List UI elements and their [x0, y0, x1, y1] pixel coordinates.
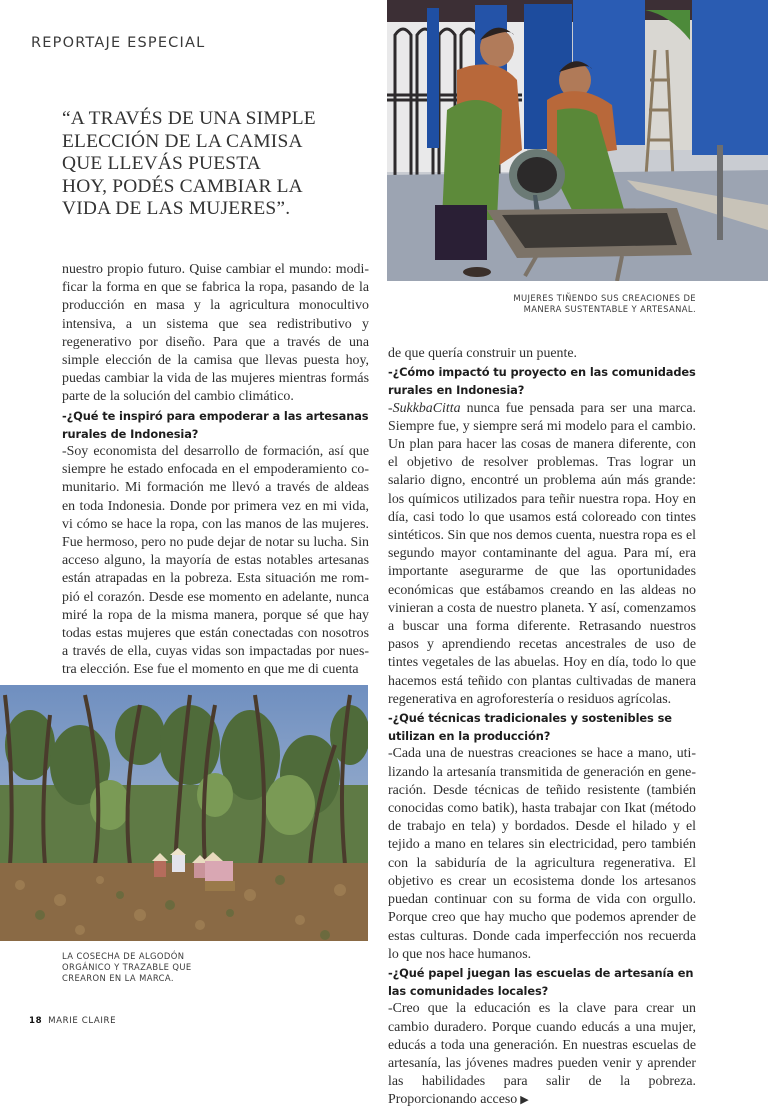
caption-line: CREARON EN LA MARCA.	[62, 973, 174, 983]
page-number: 18	[29, 1016, 43, 1026]
caption-line: LA COSECHA DE ALGODÓN	[62, 951, 185, 961]
article-column-right	[388, 345, 696, 1110]
pull-quote-line: ELECCIÓN DE LA CAMISA	[62, 130, 303, 152]
harvest-illustration	[0, 685, 368, 941]
section-label: REPORTAJE ESPECIAL	[31, 35, 206, 51]
answer-text: -Creo que la educación es la clave para crear un cambio duradero. Porque cuando educás a una mujer, educás a toda una generación. En nuestras escuelas de artesanía, las jóvenes madres pueden venir y aprender las habilidades para salir de la pobreza. Proporcionando acceso	[388, 1001, 696, 1108]
caption-harvest-photo	[62, 951, 192, 984]
dyeing-illustration	[387, 0, 768, 281]
interview-question: -¿Qué te inspiró para empoderar a las artesanas rurales de Indonesia?	[62, 408, 369, 441]
photo-cotton-harvest	[0, 685, 368, 941]
paragraph: nuestro propio futuro. Quise cambiar el mundo: modificar la forma en que se fabrica la ropa, pasando de la producción en masa y la agricultura monocultivo intensiva, a un sistema que sea redistributivo y regenerativo por diseño. Para que a través de una simple elección de la camisa que llevas puesta hoy, puedas cambiar la vida de las mujeres mientras formás parte de la solución del cambio climático.	[62, 262, 369, 405]
interview-question: -¿Qué papel juegan las escuelas de artesanía en las comunidades locales?	[388, 965, 694, 999]
pull-quote-line: VIDA DE LAS MUJERES”.	[62, 198, 291, 219]
caption-line: MUJERES TIÑENDO SUS CREACIONES DE	[513, 293, 696, 303]
page-folio	[29, 1016, 116, 1026]
indigo-cloth	[427, 8, 439, 148]
dash: -	[388, 400, 393, 416]
answer-text: nunca fue pensada para ser una marca. Siempre fue, y siempre será mi modelo para el cambio. Un plan para hacer las cosas de manera diferente, con el objetivo de resolver problemas. Tras lograr un salario digno, encontré un problema aún más grande: los químicos utilizados para teñir nuestra ropa. Hoy en día, casi todo lo que usamos está coloreado con tintes sintéticos. Sin que nos demos cuenta, nuestra ropa es el segundo mayor contaminante del agua. Para mí, era importante asegurarme de que las oportunidades económicas que estábamos creando en las aldeas no vinieran a costa de nuestro planeta. Y así, comenzamos a buscar una forma diferente. Retrasando nuestros pasos y aprendiendo recetas ancestrales de uso de tintes vegetales de las abuelas. Hoy en día, todo lo que hacemos está teñido con plantas cultivadas de manera regenerativa en agroforestería o residuos agrícolas.	[388, 400, 696, 707]
pull-quote-line: QUE LLEVÁS PUESTA	[62, 153, 261, 174]
paragraph: de que quería construir un puente.	[388, 346, 578, 361]
interview-question: -¿Cómo impactó tu proyecto en las comunidades rurales en Indonesia?	[388, 365, 696, 398]
interview-answer: -Soy economista del desarrollo de formación, así que siempre he estado enfocada en el empoderamiento comunitario. Mi formación me llevó a través de aldeas en toda Indonesia. Donde por primera vez en mi vida, vi cómo se hace la ropa, con las manos de las mujeres. Fue hermoso, pero no pude dejar de notar su lucha. Sin acceso alguno, la mayoría de estas notables artesanas están atrapadas en la pobreza. Esta situación me rompió el corazón. Desde ese momento en adelante, nunca miré la ropa de la misma manera, porque sé que hay todas estas mujeres que están conectadas con nosotros a través de ella, cuyas vidas son impactadas por nuestra elección. Ese fue el momento en que me di cuenta	[62, 444, 369, 678]
indigo-cloth	[692, 0, 768, 155]
article-column-left	[62, 261, 369, 680]
caption-dyeing-photo	[513, 293, 696, 315]
caption-line: MANERA SUSTENTABLE Y ARTESANAL.	[523, 304, 696, 314]
photo-women-dyeing	[387, 0, 768, 281]
pull-quote-line: “A TRAVÉS DE UNA SIMPLE	[62, 108, 316, 129]
caption-line: ORGÁNICO Y TRAZABLE QUE	[62, 962, 192, 972]
magazine-name: MARIE CLAIRE	[48, 1016, 117, 1026]
interview-answer: -Cada una de nuestras creaciones se hace a mano, utilizando la artesanía transmitida de generación en generación. Desde técnicas de teñido resistente (también conocidas como batik), hasta trabajar con Ikat (método de trabajo en tela) y bordados. Desde el hilado y el tejido a mano en telares sin electricidad, pero también con la sabiduría de la agricultura regenerativa. El objetivo es crear un ecosistema donde los artesanos puedan continuar con su forma de vida con orgullo. Porque creo que hay mucho que podemos aprender de estas culturas. Donde cada imperfección nos recuerda lo que nos hace humanos.	[388, 746, 696, 962]
pull-quote-line: HOY, PODÉS CAMBIAR LA	[62, 175, 303, 197]
interview-question: -¿Qué técnicas tradicionales y sostenibles se utilizan en la producción?	[388, 711, 672, 744]
pull-quote	[62, 108, 362, 221]
interview-answer	[388, 400, 696, 709]
continue-arrow-icon: ▶	[520, 1094, 529, 1107]
brand-name: SukkbaCitta	[392, 400, 461, 416]
